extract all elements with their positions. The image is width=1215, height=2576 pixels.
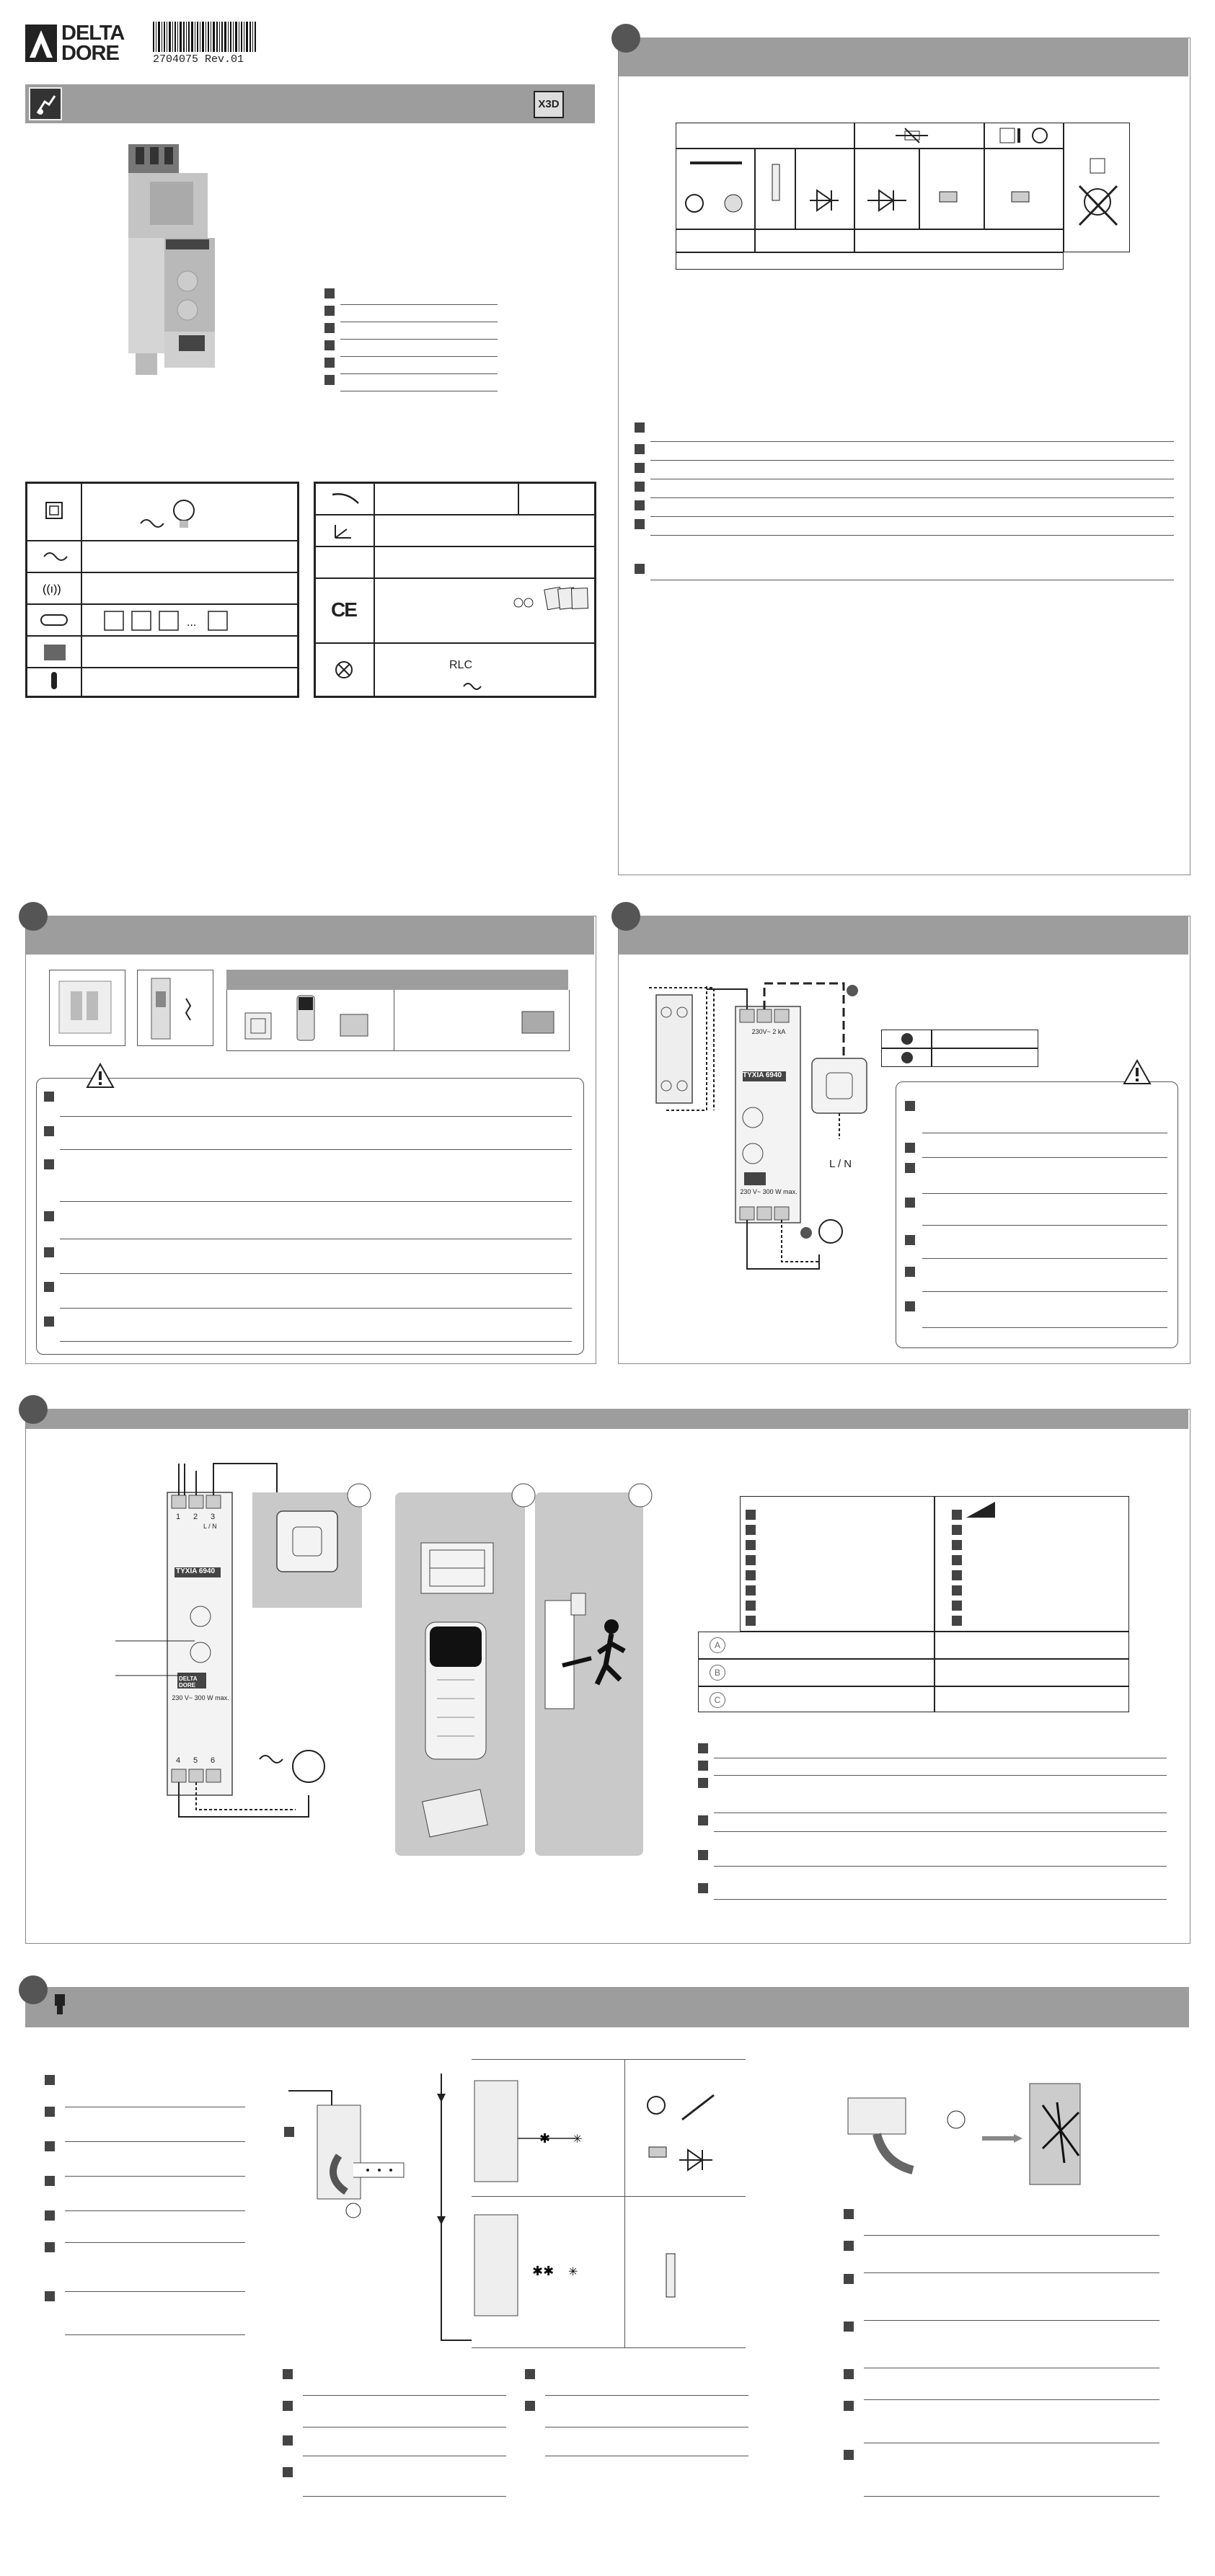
barcode-icon bbox=[153, 22, 261, 55]
reset-svg bbox=[848, 2076, 1122, 2192]
association-model-label: TYXIA 6940 bbox=[176, 1567, 216, 1575]
section-5-list-left bbox=[45, 2075, 247, 2349]
terminal-3: 3 bbox=[211, 1513, 216, 1521]
svg-text:...: ... bbox=[187, 616, 197, 629]
letter-c: C bbox=[710, 1692, 725, 1708]
warning-icon bbox=[1123, 1059, 1152, 1085]
letter-b: B bbox=[710, 1665, 725, 1681]
terminal-1: 1 bbox=[176, 1513, 181, 1521]
lamp-mode-panel bbox=[431, 2059, 746, 2356]
section-2-warning-box bbox=[36, 1078, 584, 1355]
spec-left-icons bbox=[27, 483, 298, 696]
section-5-dot bbox=[19, 1975, 48, 2004]
header-badge: X3D bbox=[534, 91, 564, 118]
reset-illustration bbox=[848, 2076, 1122, 2192]
pairing-step-svg bbox=[281, 2084, 425, 2228]
letter-a: A bbox=[710, 1637, 725, 1653]
svg-text:✳: ✳ bbox=[573, 2133, 583, 2146]
load-label: L / N bbox=[829, 1158, 852, 1170]
lamp-mode-svg bbox=[431, 2059, 746, 2356]
section-2-dot bbox=[19, 902, 48, 931]
lamp-table bbox=[676, 123, 1130, 271]
spec-table-right bbox=[314, 482, 596, 698]
rlc-label: RLC bbox=[449, 659, 473, 671]
section-5-list-right bbox=[844, 2209, 1161, 2512]
section-4-dot bbox=[19, 1395, 48, 1424]
section-1-list bbox=[635, 422, 1175, 588]
mode-table bbox=[698, 1496, 1152, 1712]
spec-table-left bbox=[25, 482, 299, 698]
part-legend bbox=[324, 288, 498, 397]
terminal-ln: L / N bbox=[203, 1523, 217, 1530]
barcode-text: 2704075 Rev.01 bbox=[153, 53, 244, 66]
svg-text:✱: ✱ bbox=[539, 2131, 551, 2146]
ce-mark: CE bbox=[331, 598, 356, 621]
wire-legend bbox=[881, 1030, 1038, 1067]
section-4-list bbox=[698, 1743, 1167, 1916]
device-model-label: TYXIA 6940 bbox=[743, 1071, 782, 1079]
section-3-bar bbox=[619, 916, 1188, 955]
section-3-warning-box bbox=[896, 1081, 1178, 1348]
association-brand: DELTA DORE bbox=[179, 1676, 198, 1688]
barcode bbox=[153, 22, 261, 66]
svg-text:✱✱: ✱✱ bbox=[532, 2264, 555, 2278]
compatible-controls-icons bbox=[49, 970, 568, 1056]
brand-line2: DORE bbox=[61, 42, 119, 65]
section-1-bar bbox=[619, 37, 1188, 76]
install-illustrations bbox=[49, 970, 568, 1056]
terminal-6: 6 bbox=[211, 1756, 216, 1765]
product-photo bbox=[121, 144, 222, 382]
terminal-5: 5 bbox=[193, 1756, 198, 1765]
logo bbox=[25, 22, 133, 68]
section-1-dot bbox=[611, 24, 640, 53]
device-input-rating: 230V~ 2 kA bbox=[751, 1028, 786, 1035]
svg-text:((ı)): ((ı)) bbox=[43, 583, 61, 596]
section-3-dot bbox=[611, 902, 640, 931]
section-2-bar bbox=[26, 916, 594, 955]
association-rating: 230 V~ 300 W max. bbox=[172, 1694, 229, 1701]
association-diagram bbox=[115, 1456, 663, 1860]
terminal-4: 4 bbox=[176, 1756, 181, 1765]
section-5-bar bbox=[25, 1987, 1189, 2027]
lamp-icons bbox=[676, 123, 1130, 271]
section-4-bar bbox=[26, 1409, 1188, 1429]
brand-line1: DELTA bbox=[61, 22, 125, 45]
svg-text:✳: ✳ bbox=[568, 2266, 578, 2278]
terminal-2: 2 bbox=[193, 1513, 198, 1521]
device-rating: 230 V~ 300 W max. bbox=[740, 1188, 798, 1195]
product-icon bbox=[29, 87, 62, 120]
wiring-diagram-1 bbox=[635, 981, 894, 1312]
header-bar bbox=[25, 84, 595, 123]
warning-icon bbox=[86, 1063, 115, 1089]
pairing-step-illustration bbox=[281, 2084, 425, 2228]
bulb-icon bbox=[49, 1991, 71, 2020]
section-5-list-mid bbox=[283, 2369, 759, 2499]
